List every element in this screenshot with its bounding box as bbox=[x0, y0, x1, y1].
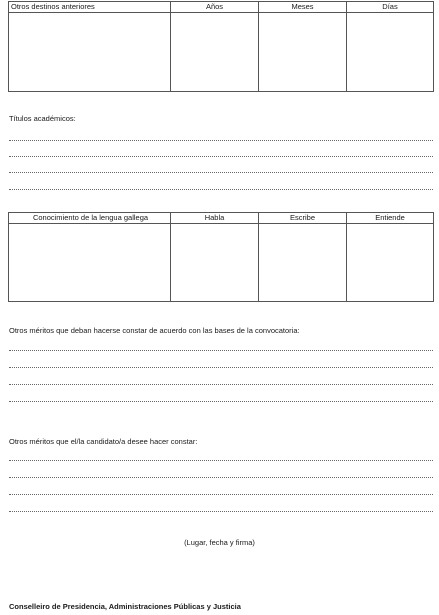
galician-language-table bbox=[8, 212, 434, 302]
merits-bases-label: Otros méritos que deban hacerse constar de acuerdo con las bases de la convocatoria: bbox=[9, 326, 300, 335]
header-writes: Escribe bbox=[259, 213, 347, 224]
merits-candidate-label: Otros méritos que el/la candidato/a desee hacer constar: bbox=[9, 437, 198, 446]
academic-titles-line-3[interactable] bbox=[9, 172, 433, 173]
understands-cell[interactable] bbox=[347, 224, 434, 302]
header-understands: Entiende bbox=[347, 213, 434, 224]
merits-bases-line-1[interactable] bbox=[9, 350, 433, 351]
galician-language-entry-row bbox=[9, 224, 434, 302]
galician-knowledge-cell[interactable] bbox=[9, 224, 171, 302]
years-cell[interactable] bbox=[171, 13, 259, 92]
merits-candidate-line-2[interactable] bbox=[9, 477, 433, 478]
merits-candidate-line-3[interactable] bbox=[9, 494, 433, 495]
header-days: Días bbox=[347, 2, 434, 13]
footer-addressee: Conselleiro de Presidencia, Administraciones Públicas y Justicia bbox=[9, 602, 241, 611]
merits-bases-line-3[interactable] bbox=[9, 384, 433, 385]
days-cell[interactable] bbox=[347, 13, 434, 92]
merits-bases-line-4[interactable] bbox=[9, 401, 433, 402]
academic-titles-label: Títulos académicos: bbox=[9, 114, 76, 123]
writes-cell[interactable] bbox=[259, 224, 347, 302]
merits-bases-line-2[interactable] bbox=[9, 367, 433, 368]
speaks-cell[interactable] bbox=[171, 224, 259, 302]
header-speaks: Habla bbox=[171, 213, 259, 224]
previous-posts-cell[interactable] bbox=[9, 13, 171, 92]
header-previous-posts: Otros destinos anteriores bbox=[9, 2, 171, 13]
previous-posts-entry-row bbox=[9, 13, 434, 92]
previous-posts-header-row bbox=[9, 2, 434, 13]
academic-titles-line-2[interactable] bbox=[9, 156, 433, 157]
months-cell[interactable] bbox=[259, 13, 347, 92]
galician-language-header-row bbox=[9, 213, 434, 224]
header-years: Años bbox=[171, 2, 259, 13]
header-months: Meses bbox=[259, 2, 347, 13]
header-galician-knowledge: Conocimiento de la lengua gallega bbox=[9, 213, 171, 224]
academic-titles-line-1[interactable] bbox=[9, 140, 433, 141]
merits-candidate-line-4[interactable] bbox=[9, 511, 433, 512]
merits-candidate-line-1[interactable] bbox=[9, 460, 433, 461]
academic-titles-line-4[interactable] bbox=[9, 189, 433, 190]
place-date-signature: (Lugar, fecha y firma) bbox=[184, 538, 255, 547]
previous-posts-table bbox=[8, 1, 434, 92]
